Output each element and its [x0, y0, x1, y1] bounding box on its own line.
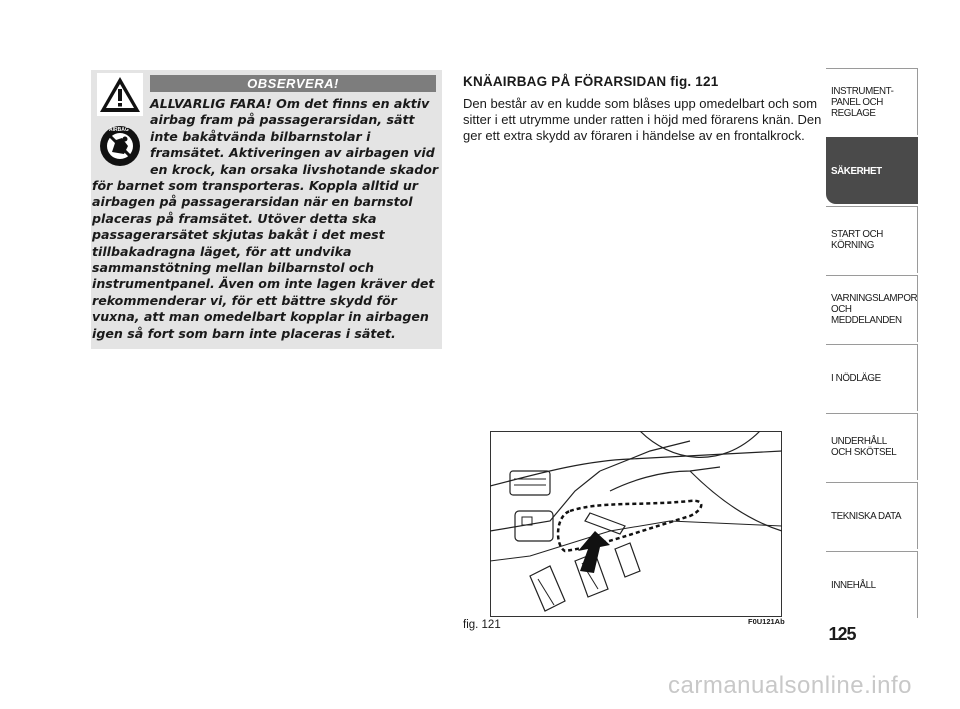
figure-code: F0U121Ab: [748, 617, 785, 626]
warning-line: inte bakåtvända bilbarnstolar i: [150, 128, 371, 144]
section-body: Den består av en kudde som blåses upp omedelbart och som sitter i ett utrymme under ratten i höjd med förarens knän. Den ger ett extra skydd av föraren i händelse av en frontalkrock.: [463, 96, 822, 143]
warning-line: tillbakadragna läget, för att undvika: [92, 243, 352, 259]
sidebar-item-label: UNDERHÅLL OCH SKÖTSEL: [831, 436, 897, 458]
warning-line: sammanstötning mellan bilbarnstol och: [92, 260, 374, 276]
warning-line: för barnet som transporteras. Koppla alltid ur: [92, 178, 419, 193]
page-number: 125: [828, 624, 856, 644]
warning-text-bottom: [92, 178, 442, 342]
warning-line: passagerarsätet skjutas bakåt i det mest: [92, 227, 385, 243]
warning-line: placeras på framsätet. Utöver detta ska: [92, 210, 377, 226]
sidebar-item-varningslampor[interactable]: [826, 275, 918, 342]
sidebar-item-instrumentpanel[interactable]: [826, 68, 918, 135]
chapter-sidebar: [826, 68, 918, 620]
warning-line: framsätet. Aktiveringen av airbagen vid: [150, 145, 435, 161]
sidebar-item-label: START OCH KÖRNING: [831, 229, 883, 251]
warning-line: en krock, kan orsaka livshotande skador: [150, 161, 439, 177]
warning-text-top: [150, 96, 440, 178]
sidebar-item-innehall[interactable]: [826, 551, 918, 618]
observera-banner: OBSERVERA!: [150, 75, 436, 92]
sidebar-item-i-nodlage[interactable]: [826, 344, 918, 411]
sidebar-item-label: INSTRUMENT- PANEL OCH REGLAGE: [831, 85, 894, 119]
no-child-seat-airbag-icon: [98, 122, 142, 170]
sidebar-item-tekniska-data[interactable]: [826, 482, 918, 549]
sidebar-item-underhall[interactable]: [826, 413, 918, 480]
warning-line: instrumentpanel. Även om inte lagen kräver det: [92, 276, 435, 292]
warning-line: airbag fram på passagerarsidan, sätt: [150, 112, 415, 128]
watermark: carmanualsonline.info: [668, 672, 912, 699]
sidebar-item-label: VARNINGSLAMPOR OCH MEDDELANDEN: [831, 292, 918, 326]
warning-triangle-icon: [97, 73, 143, 116]
warning-line: rekommenderar vi, för ett bättre skydd för: [92, 292, 397, 308]
warning-line: airbagen på passagerarsidan när en barnstol: [92, 194, 413, 210]
sidebar-item-sakerhet[interactable]: [826, 137, 918, 204]
sidebar-item-label: SÄKERHET: [831, 165, 882, 177]
section-heading: KNÄAIRBAG PÅ FÖRARSIDAN fig. 121: [463, 74, 719, 89]
airbag-ring-text: AIRBAG: [109, 127, 129, 133]
warning-line: ALLVARLIG FARA! Om det finns en aktiv: [150, 96, 430, 111]
sidebar-item-label: INNEHÅLL: [831, 579, 876, 591]
knee-airbag-illustration: [490, 431, 782, 617]
sidebar-item-label: I NÖDLÄGE: [831, 372, 881, 384]
figure-label: fig. 121: [463, 619, 501, 631]
sidebar-item-start-och-korning[interactable]: [826, 206, 918, 273]
sidebar-item-label: TEKNISKA DATA: [831, 510, 902, 522]
warning-line: igen så fort som barn inte placeras i sätet.: [92, 325, 396, 341]
warning-line: vuxna, att man omedelbart kopplar in airbagen: [92, 309, 429, 325]
